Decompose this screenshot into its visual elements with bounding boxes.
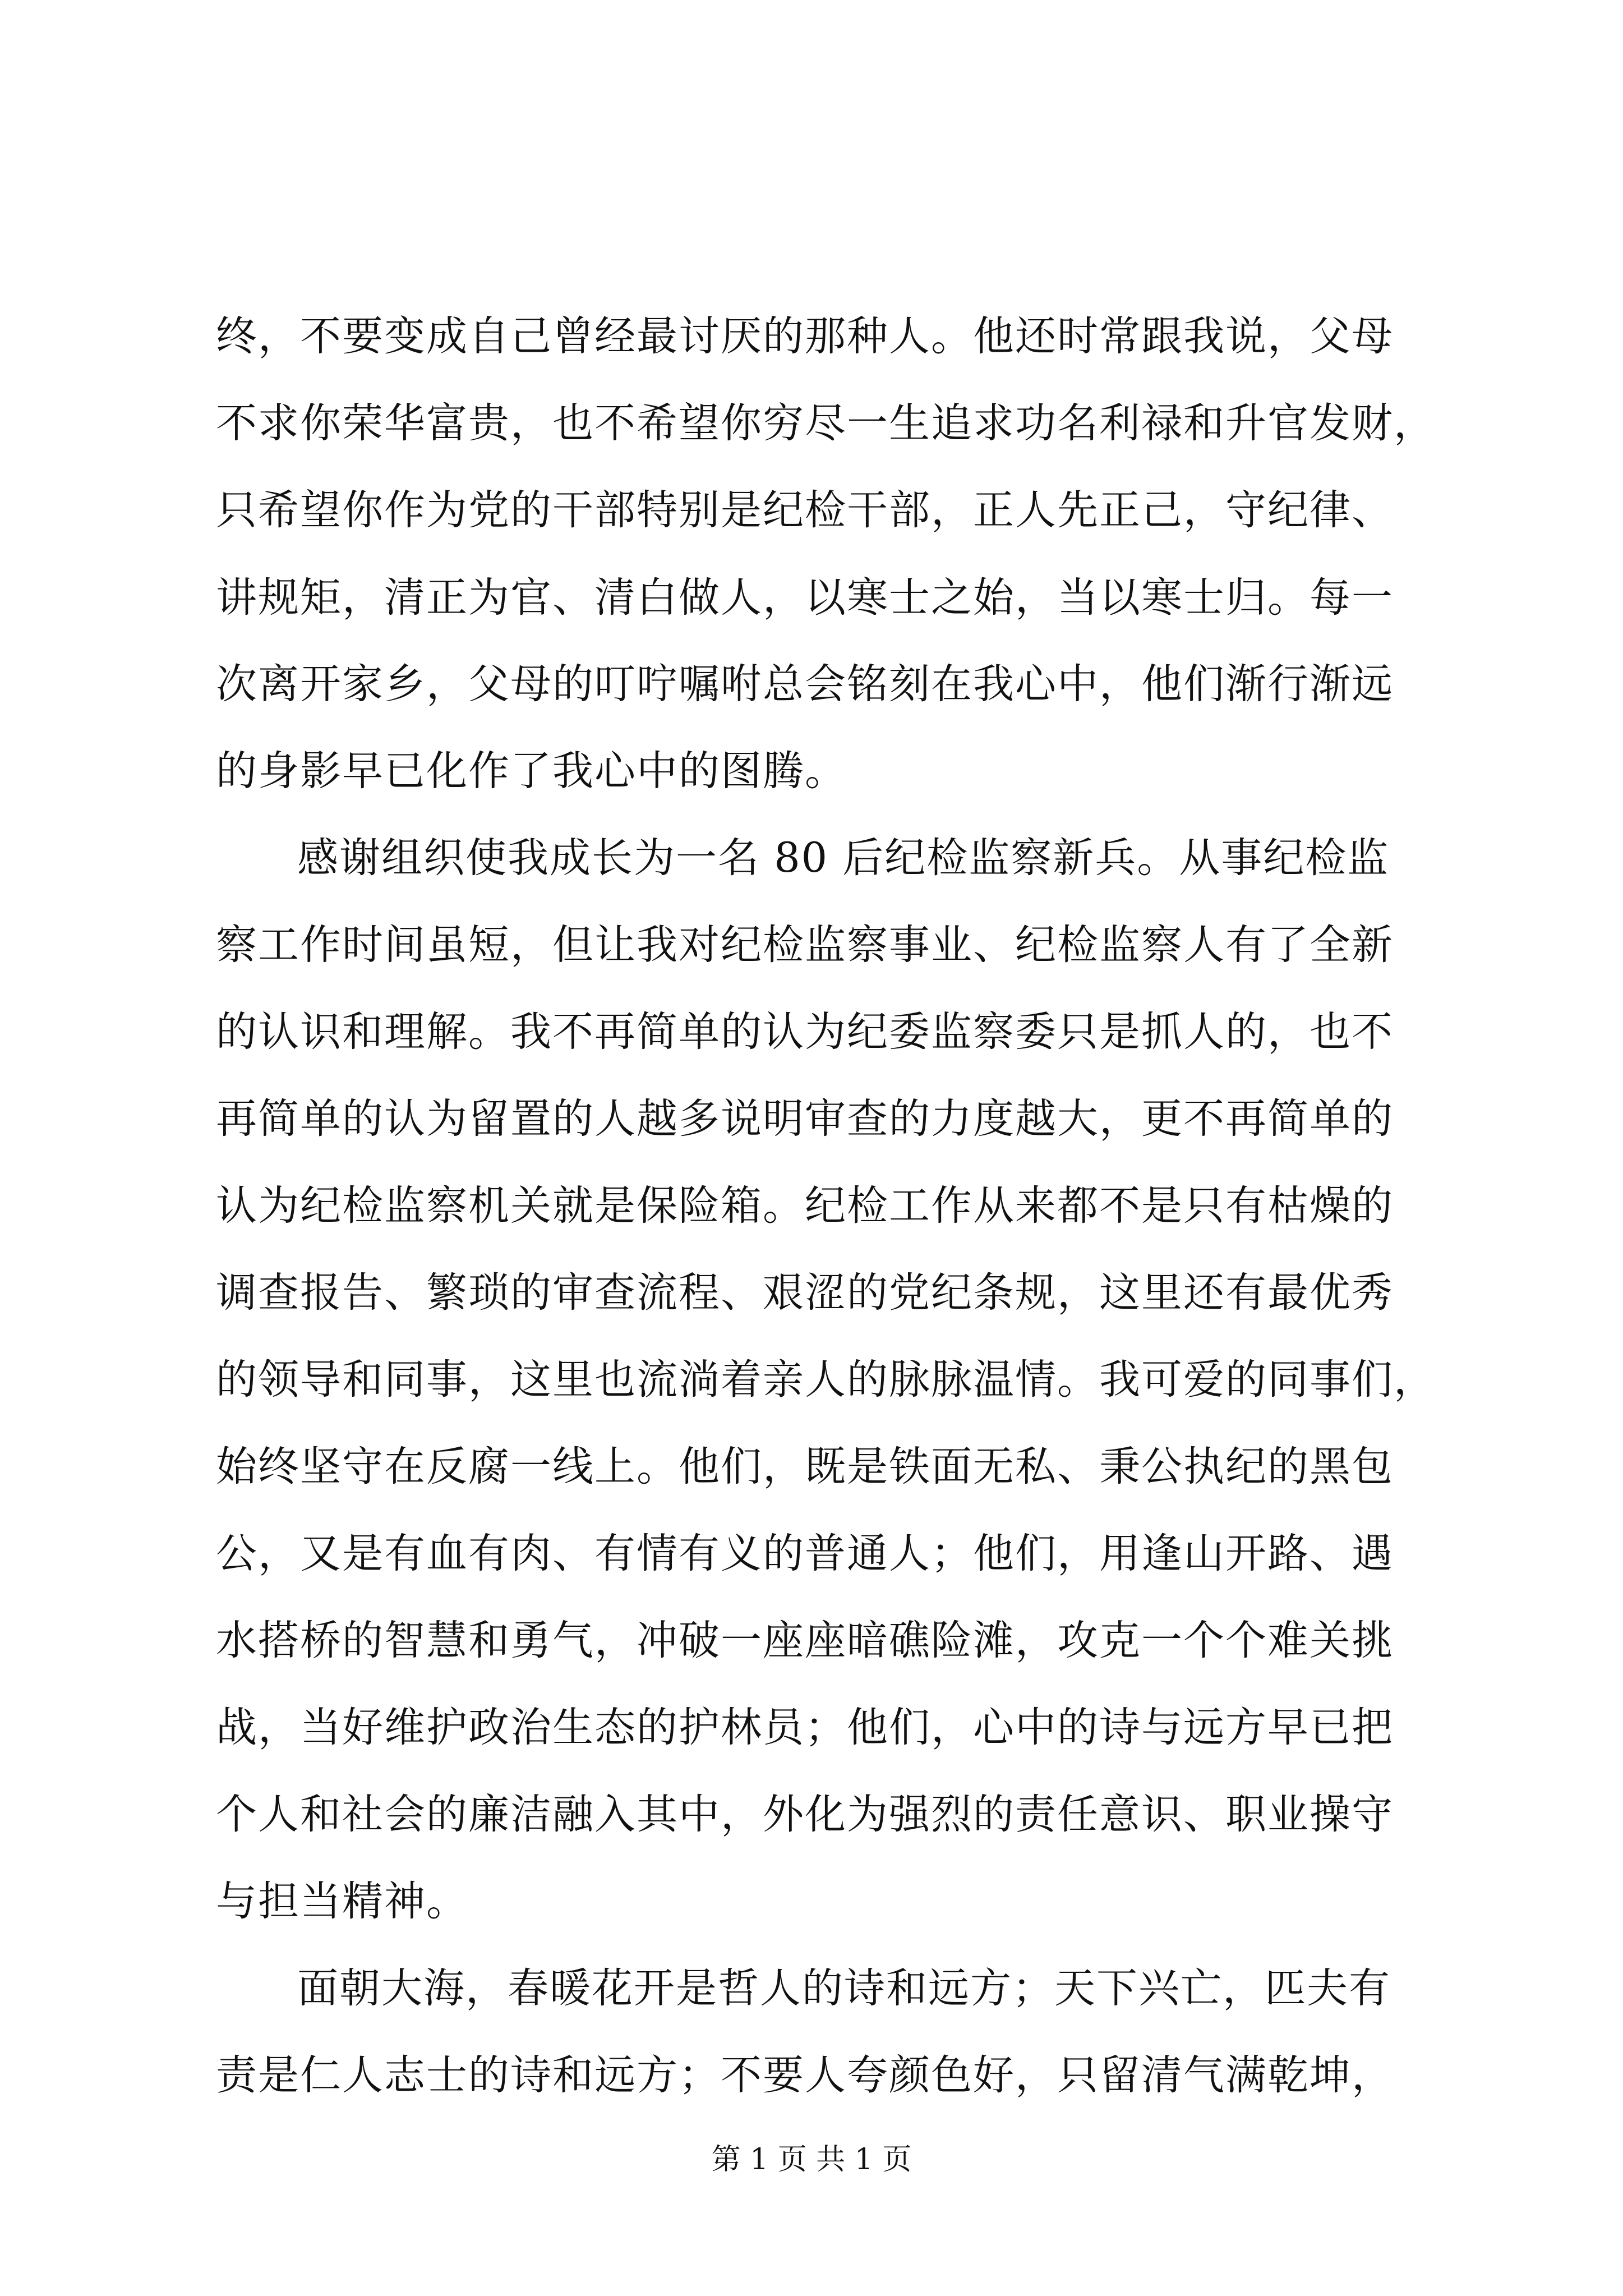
- paragraph-2-line-5: 认为纪检监察机关就是保险箱。纪检工作从来都不是只有枯燥的: [216, 1182, 1394, 1230]
- paragraph-2-line-4: 再简单的认为留置的人越多说明审查的力度越大，更不再简单的: [216, 1095, 1394, 1143]
- text-line-3: 只希望你作为党的干部特别是纪检干部，正人先正己，守纪律、: [216, 486, 1394, 534]
- text-line-2: 不求你荣华富贵，也不希望你穷尽一生追求功名利禄和升官发财，: [216, 399, 1436, 447]
- paragraph-2-line-10: 水搭桥的智慧和勇气，冲破一座座暗礁险滩，攻克一个个难关挑: [216, 1617, 1394, 1664]
- paragraph-2-line-9: 公，又是有血有肉、有情有义的普通人；他们，用逢山开路、遇: [216, 1530, 1394, 1577]
- paragraph-3-line-1: 面朝大海，春暖花开是哲人的诗和远方；天下兴亡，匹夫有: [297, 1964, 1391, 2012]
- paragraph-2-line-2: 察工作时间虽短，但让我对纪检监察事业、纪检监察人有了全新: [216, 921, 1394, 969]
- text-line-1: 终，不要变成自己曾经最讨厌的那种人。他还时常跟我说，父母: [216, 312, 1394, 360]
- text-line-4: 讲规矩，清正为官、清白做人，以寒士之始，当以寒士归。每一: [216, 574, 1394, 622]
- paragraph-2-line-13: 与担当精神。: [216, 1878, 468, 1925]
- text-line-5: 次离开家乡，父母的叮咛嘱咐总会铭刻在我心中，他们渐行渐远: [216, 660, 1394, 708]
- paragraph-2-line-12: 个人和社会的廉洁融入其中，外化为强烈的责任意识、职业操守: [216, 1791, 1394, 1838]
- paragraph-2-line-7: 的领导和同事，这里也流淌着亲人的脉脉温情。我可爱的同事们，: [216, 1356, 1436, 1404]
- paragraph-2-line-3: 的认识和理解。我不再简单的认为纪委监察委只是抓人的，也不: [216, 1008, 1394, 1056]
- paragraph-2-line-1: 感谢组织使我成长为一名 80 后纪检监察新兵。从事纪检监: [297, 834, 1390, 882]
- paragraph-2-line-11: 战，当好维护政治生态的护林员；他们，心中的诗与远方早已把: [216, 1704, 1394, 1751]
- page-footer: 第 1 页 共 1 页: [711, 2143, 912, 2177]
- paragraph-3-line-2: 责是仁人志士的诗和远方；不要人夸颜色好，只留清气满乾坤，: [216, 2051, 1394, 2099]
- paragraph-2-line-6: 调查报告、繁琐的审查流程、艰涩的党纪条规，这里还有最优秀: [216, 1269, 1394, 1317]
- text-line-6: 的身影早已化作了我心中的图腾。: [216, 747, 847, 795]
- paragraph-2-line-8: 始终坚守在反腐一线上。他们，既是铁面无私、秉公执纪的黑包: [216, 1443, 1394, 1490]
